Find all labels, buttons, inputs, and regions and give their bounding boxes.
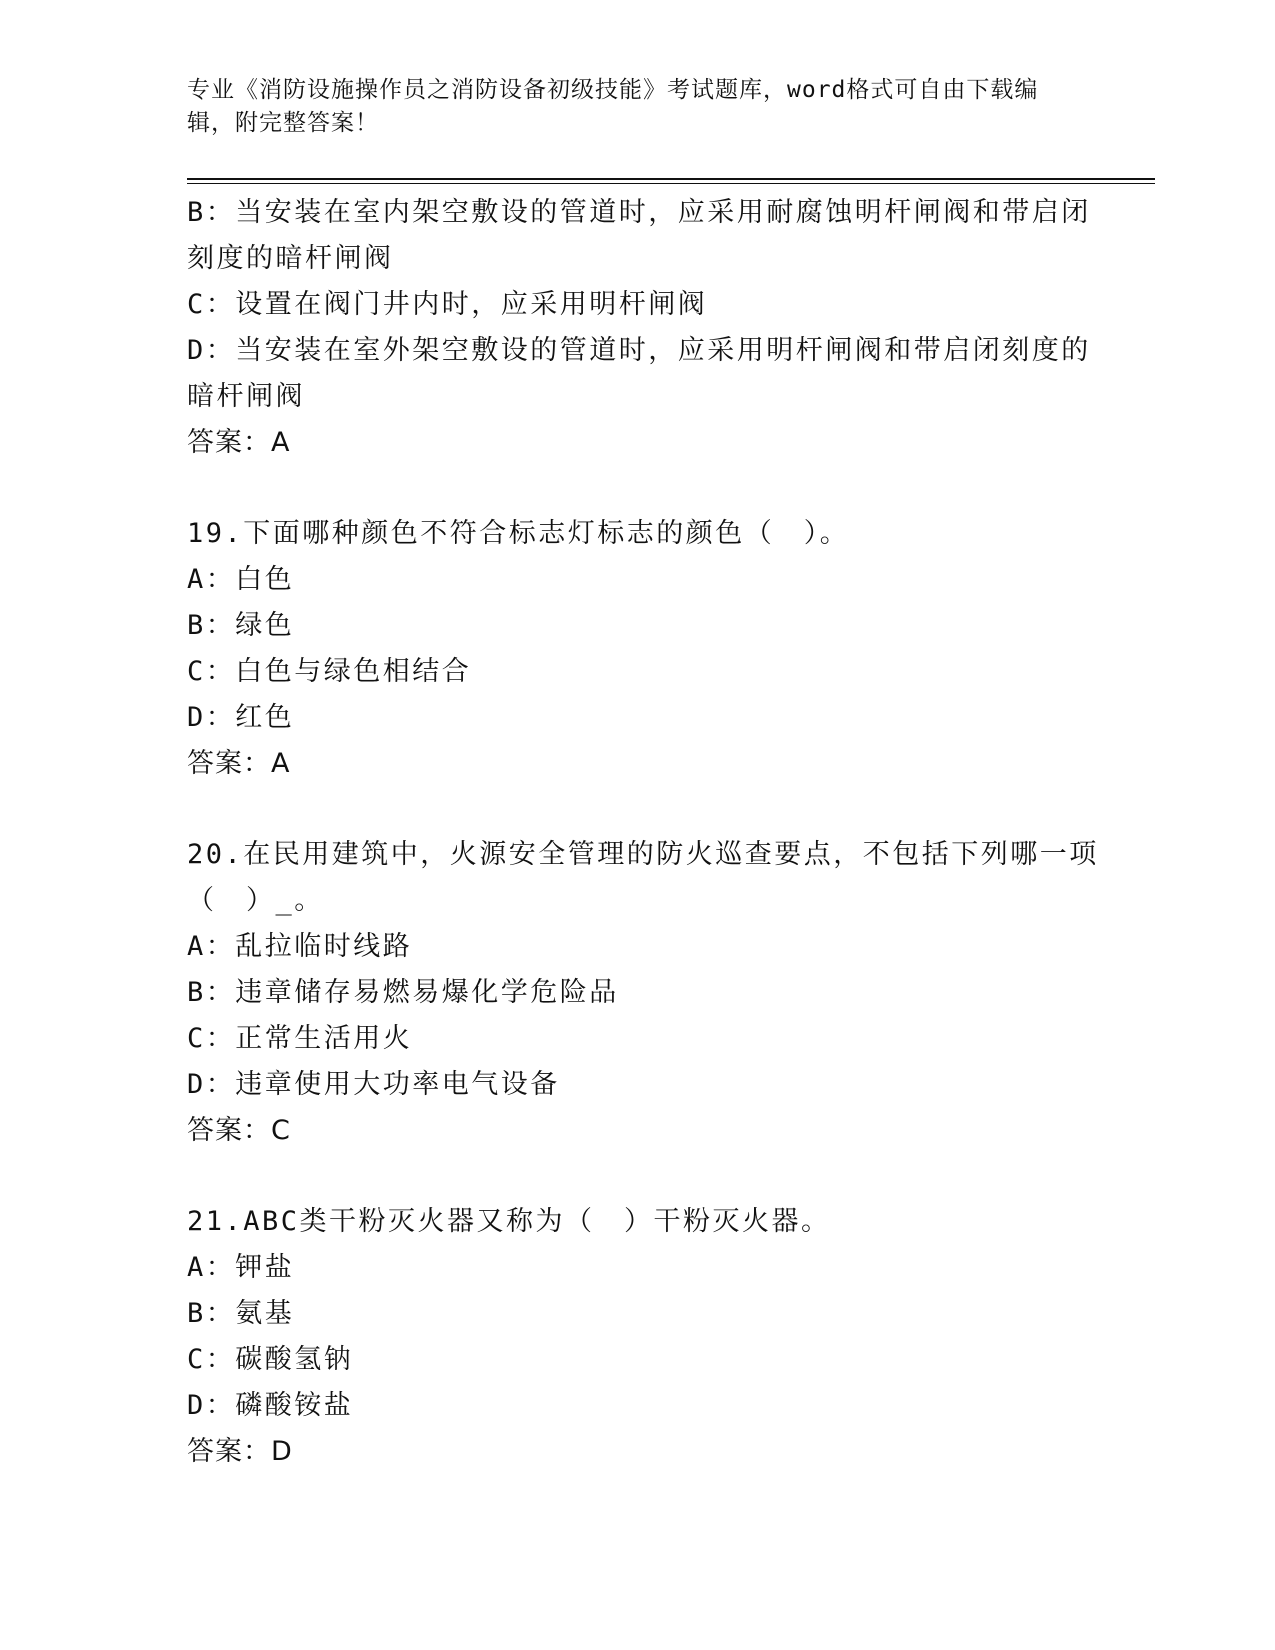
option-a: A：钾盐 <box>187 1252 295 1283</box>
option-c: C：碳酸氢钠 <box>187 1344 354 1375</box>
question-20 <box>187 832 1099 1154</box>
option-c: C：设置在阀门井内时，应采用明杆闸阀 <box>187 289 708 320</box>
option-a: A：乱拉临时线路 <box>187 931 413 962</box>
option-d-line-1: D：当安装在室外架空敷设的管道时，应采用明杆闸阀和带启闭刻度的 <box>187 335 1091 366</box>
carryover-question <box>187 190 1091 466</box>
option-b: B：违章储存易燃易爆化学危险品 <box>187 977 619 1008</box>
answer: 答案：A <box>187 748 291 779</box>
option-b-line-1: B：当安装在室内架空敷设的管道时，应采用耐腐蚀明杆闸阀和带启闭 <box>187 197 1091 228</box>
spacer <box>187 1154 1087 1199</box>
option-b-line-2: 刻度的暗杆闸阀 <box>187 243 394 274</box>
question-text-line-2: （ ）_。 <box>187 885 324 916</box>
spacer <box>187 787 1087 832</box>
option-b: B：绿色 <box>187 610 295 641</box>
question-19 <box>187 511 1087 787</box>
answer: 答案：C <box>187 1115 291 1146</box>
option-d: D：红色 <box>187 702 295 733</box>
spacer <box>187 466 1087 511</box>
document-header <box>187 74 1067 140</box>
option-c: C：正常生活用火 <box>187 1023 413 1054</box>
question-text: 21.ABC类干粉灭火器又称为（ ）干粉灭火器。 <box>187 1206 831 1237</box>
option-d-line-2: 暗杆闸阀 <box>187 381 305 412</box>
question-text-line-1: 20.在民用建筑中，火源安全管理的防火巡查要点，不包括下列哪一项 <box>187 839 1099 870</box>
question-21 <box>187 1199 1087 1475</box>
option-a: A：白色 <box>187 564 295 595</box>
option-d: D：磷酸铵盐 <box>187 1390 354 1421</box>
option-c: C：白色与绿色相结合 <box>187 656 472 687</box>
option-b: B：氨基 <box>187 1298 295 1329</box>
header-divider-thin <box>187 183 1155 184</box>
answer: 答案：D <box>187 1436 293 1467</box>
header-line-1: 专业《消防设施操作员之消防设备初级技能》考试题库，word格式可自由下载编 <box>187 77 1039 103</box>
option-d: D：违章使用大功率电气设备 <box>187 1069 560 1100</box>
answer: 答案：A <box>187 427 291 458</box>
header-line-2: 辑，附完整答案！ <box>187 110 379 136</box>
question-text: 19.下面哪种颜色不符合标志灯标志的颜色（ ）。 <box>187 518 850 549</box>
question-content <box>187 190 1099 1475</box>
header-divider-thick <box>187 178 1155 180</box>
